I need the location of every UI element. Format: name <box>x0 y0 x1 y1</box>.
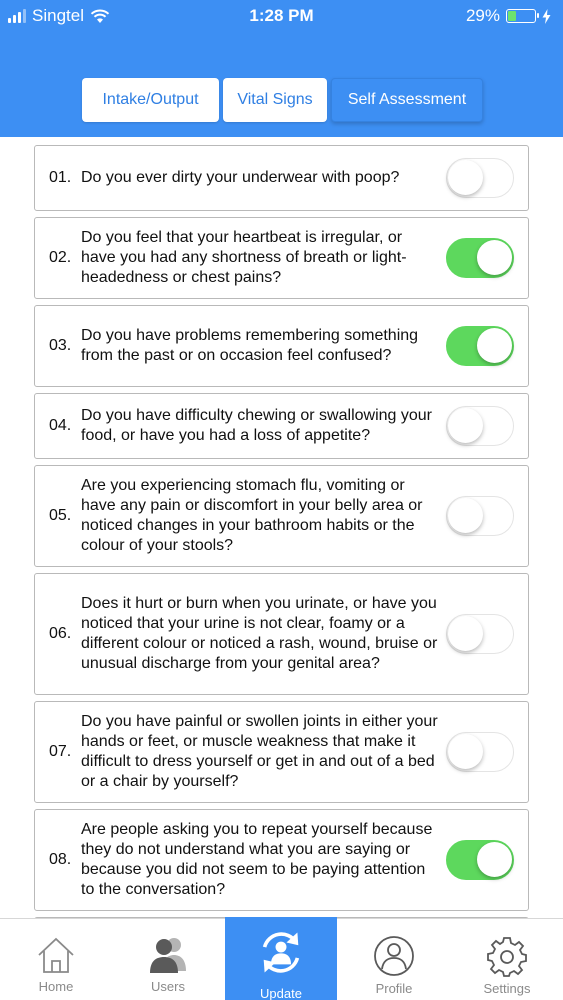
nav-label: Users <box>151 979 185 994</box>
question-number: 03. <box>49 337 72 354</box>
question-text: Do you have problems remembering something from the past or on occasion feel confused? <box>81 327 419 364</box>
gear-icon <box>486 935 528 977</box>
status-time: 1:28 PM <box>249 6 314 25</box>
toggle-knob <box>448 498 483 533</box>
question-toggle[interactable] <box>446 326 514 366</box>
nav-profile[interactable] <box>338 919 450 1000</box>
question-card <box>34 305 529 387</box>
tab-self-assessment[interactable]: Self Assessment <box>331 78 483 122</box>
toggle-knob <box>448 408 483 443</box>
question-number: 01. <box>49 169 72 186</box>
toggle-knob <box>448 160 483 195</box>
question-number: 04. <box>49 417 72 434</box>
question-toggle[interactable] <box>446 406 514 446</box>
question-card <box>34 217 529 299</box>
question-toggle[interactable] <box>446 614 514 654</box>
tab-intake-output[interactable]: Intake/Output <box>82 78 219 122</box>
carrier-label: Singtel <box>32 6 84 25</box>
nav-label: Update <box>260 986 302 1000</box>
battery-icon <box>506 9 536 23</box>
update-icon <box>253 927 309 978</box>
question-number: 06. <box>49 625 72 642</box>
nav-home[interactable] <box>0 919 112 1000</box>
question-text: Do you feel that your heartbeat is irregular, or have you had any shortness of breath or light-headedness or chest pains? <box>81 229 407 286</box>
toggle-knob <box>448 734 483 769</box>
question-text: Are people asking you to repeat yourself because they do not understand what you are saying or because you did not seem to be paying attention to the conversation? <box>81 821 433 898</box>
question-toggle[interactable] <box>446 840 514 880</box>
nav-label: Profile <box>375 981 413 996</box>
toggle-knob <box>448 616 483 651</box>
toggle-knob <box>477 328 512 363</box>
status-right <box>466 6 551 26</box>
segment-tabs <box>82 78 483 122</box>
question-number: 05. <box>49 507 72 524</box>
question-toggle[interactable] <box>446 732 514 772</box>
question-toggle[interactable] <box>446 496 514 536</box>
question-card <box>34 145 529 211</box>
question-text: Do you have painful or swollen joints in either your hands or feet, or muscle weakness that make it difficult to dress yourself or get in and out of a bed or a chair by yourself? <box>81 713 438 790</box>
question-toggle[interactable] <box>446 158 514 198</box>
nav-users[interactable] <box>112 919 224 1000</box>
battery-fill <box>508 11 516 21</box>
question-card <box>34 573 529 695</box>
nav-label: Home <box>38 979 74 994</box>
question-number: 02. <box>49 249 72 266</box>
battery-percent: 29% <box>465 6 500 25</box>
nav-update[interactable] <box>225 917 337 1000</box>
question-card <box>34 393 529 459</box>
nav-settings[interactable] <box>451 919 563 1000</box>
question-number: 07. <box>49 743 72 760</box>
charging-icon <box>542 9 551 24</box>
question-card <box>34 809 529 911</box>
toggle-knob <box>477 842 512 877</box>
app-header <box>0 0 563 137</box>
profile-icon <box>373 935 415 977</box>
users-icon <box>146 935 190 975</box>
bottom-nav <box>0 918 563 1000</box>
nav-label: Settings <box>483 981 531 996</box>
status-bar <box>0 0 563 32</box>
question-text: Do you ever dirty your underwear with poop? <box>81 169 400 186</box>
question-text: Do you have difficulty chewing or swallowing your food, or have you had a loss of appetite? <box>81 407 432 444</box>
question-number: 08. <box>49 851 72 868</box>
question-toggle[interactable] <box>446 238 514 278</box>
question-card <box>34 701 529 803</box>
tab-vital-signs[interactable]: Vital Signs <box>223 78 327 122</box>
question-text: Does it hurt or burn when you urinate, or have you noticed that your urine is not clear, foamy or a different colour or noticed a rash, wound, bruise or unusual discharge from your genital area? <box>81 595 438 672</box>
toggle-knob <box>477 240 512 275</box>
question-card <box>34 465 529 567</box>
home-icon <box>36 935 76 975</box>
question-text: Are you experiencing stomach flu, vomiting or have any pain or discomfort in your belly area or noticed changes in your bathroom habits or the colour of your stools? <box>81 477 423 554</box>
